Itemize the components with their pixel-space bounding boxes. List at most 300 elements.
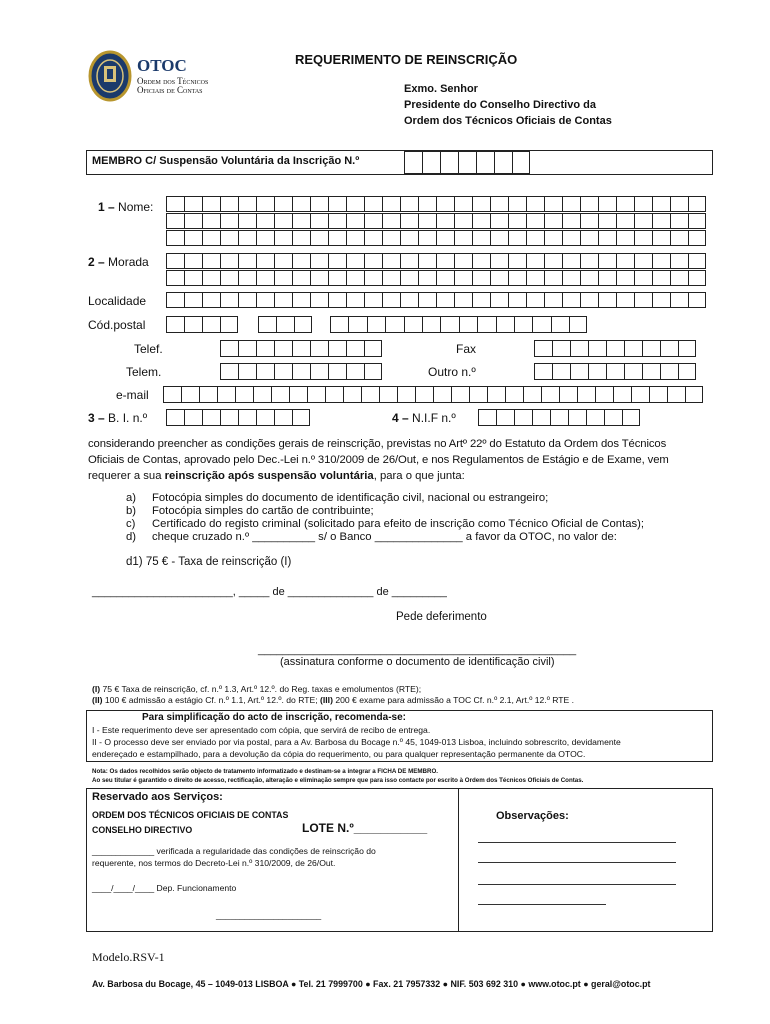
char-box[interactable]: [526, 196, 544, 212]
char-box[interactable]: [328, 363, 346, 380]
char-box[interactable]: [595, 386, 613, 403]
char-box[interactable]: [598, 196, 616, 212]
char-box[interactable]: [454, 292, 472, 308]
char-box[interactable]: [346, 230, 364, 246]
char-box[interactable]: [202, 196, 220, 212]
dep-funcionamento[interactable]: ____/____/____ Dep. Funcionamento: [92, 883, 237, 893]
char-box[interactable]: [166, 253, 184, 269]
char-box[interactable]: [598, 253, 616, 269]
char-box[interactable]: [292, 363, 310, 380]
bi-grid[interactable]: [166, 409, 310, 426]
char-box[interactable]: [328, 253, 346, 269]
char-box[interactable]: [202, 292, 220, 308]
char-box[interactable]: [163, 386, 181, 403]
nif-grid[interactable]: [478, 409, 640, 426]
char-box[interactable]: [670, 253, 688, 269]
char-box[interactable]: [562, 292, 580, 308]
char-box[interactable]: [418, 213, 436, 229]
char-box[interactable]: [346, 363, 364, 380]
char-box[interactable]: [670, 292, 688, 308]
char-box[interactable]: [400, 230, 418, 246]
nome-grid-row3[interactable]: [166, 230, 706, 246]
char-box[interactable]: [346, 292, 364, 308]
char-box[interactable]: [606, 363, 624, 380]
localidade-grid[interactable]: [166, 292, 706, 308]
char-box[interactable]: [418, 270, 436, 286]
char-box[interactable]: [292, 230, 310, 246]
char-box[interactable]: [570, 340, 588, 357]
char-box[interactable]: [220, 230, 238, 246]
char-box[interactable]: [559, 386, 577, 403]
char-box[interactable]: [580, 292, 598, 308]
char-box[interactable]: [382, 196, 400, 212]
char-box[interactable]: [217, 386, 235, 403]
char-box[interactable]: [184, 409, 202, 426]
char-box[interactable]: [346, 196, 364, 212]
char-box[interactable]: [220, 213, 238, 229]
char-box[interactable]: [415, 386, 433, 403]
char-box[interactable]: [514, 409, 532, 426]
char-box[interactable]: [477, 316, 495, 333]
char-box[interactable]: [382, 253, 400, 269]
char-box[interactable]: [238, 253, 256, 269]
char-box[interactable]: [569, 316, 587, 333]
char-box[interactable]: [622, 409, 640, 426]
char-box[interactable]: [508, 253, 526, 269]
char-box[interactable]: [364, 196, 382, 212]
char-box[interactable]: [292, 409, 310, 426]
char-box[interactable]: [220, 292, 238, 308]
char-box[interactable]: [688, 292, 706, 308]
char-box[interactable]: [440, 316, 458, 333]
char-box[interactable]: [562, 213, 580, 229]
char-box[interactable]: [472, 292, 490, 308]
char-box[interactable]: [598, 270, 616, 286]
char-box[interactable]: [534, 363, 552, 380]
char-box[interactable]: [454, 270, 472, 286]
char-box[interactable]: [544, 270, 562, 286]
char-box[interactable]: [532, 316, 550, 333]
char-box[interactable]: [562, 230, 580, 246]
char-box[interactable]: [544, 292, 562, 308]
char-box[interactable]: [181, 386, 199, 403]
char-box[interactable]: [451, 386, 469, 403]
char-box[interactable]: [202, 213, 220, 229]
char-box[interactable]: [562, 270, 580, 286]
char-box[interactable]: [472, 196, 490, 212]
char-box[interactable]: [490, 270, 508, 286]
char-box[interactable]: [436, 292, 454, 308]
char-box[interactable]: [330, 316, 348, 333]
char-box[interactable]: [472, 230, 490, 246]
char-box[interactable]: [436, 230, 454, 246]
char-box[interactable]: [436, 253, 454, 269]
char-box[interactable]: [404, 316, 422, 333]
char-box[interactable]: [616, 270, 634, 286]
email-grid[interactable]: [163, 386, 703, 403]
char-box[interactable]: [478, 409, 496, 426]
char-box[interactable]: [514, 316, 532, 333]
char-box[interactable]: [526, 230, 544, 246]
char-box[interactable]: [544, 213, 562, 229]
char-box[interactable]: [678, 363, 696, 380]
char-box[interactable]: [580, 196, 598, 212]
char-box[interactable]: [310, 253, 328, 269]
char-box[interactable]: [400, 253, 418, 269]
lote-number[interactable]: LOTE N.º___________: [302, 821, 428, 835]
char-box[interactable]: [202, 253, 220, 269]
char-box[interactable]: [364, 230, 382, 246]
char-box[interactable]: [598, 230, 616, 246]
char-box[interactable]: [552, 363, 570, 380]
char-box[interactable]: [364, 270, 382, 286]
morada-grid-row2[interactable]: [166, 270, 706, 286]
char-box[interactable]: [436, 196, 454, 212]
char-box[interactable]: [364, 340, 382, 357]
char-box[interactable]: [667, 386, 685, 403]
char-box[interactable]: [577, 386, 595, 403]
observations-line[interactable]: [478, 862, 676, 863]
char-box[interactable]: [606, 340, 624, 357]
char-box[interactable]: [688, 253, 706, 269]
char-box[interactable]: [238, 363, 256, 380]
char-box[interactable]: [624, 340, 642, 357]
char-box[interactable]: [220, 196, 238, 212]
char-box[interactable]: [526, 213, 544, 229]
char-box[interactable]: [496, 316, 514, 333]
char-box[interactable]: [184, 253, 202, 269]
char-box[interactable]: [604, 409, 622, 426]
char-box[interactable]: [220, 363, 238, 380]
char-box[interactable]: [436, 270, 454, 286]
char-box[interactable]: [184, 270, 202, 286]
char-box[interactable]: [184, 196, 202, 212]
char-box[interactable]: [508, 292, 526, 308]
char-box[interactable]: [616, 253, 634, 269]
fax-grid[interactable]: [534, 340, 696, 357]
char-box[interactable]: [544, 253, 562, 269]
char-box[interactable]: [678, 340, 696, 357]
char-box[interactable]: [166, 213, 184, 229]
char-box[interactable]: [634, 230, 652, 246]
char-box[interactable]: [523, 386, 541, 403]
char-box[interactable]: [472, 253, 490, 269]
char-box[interactable]: [385, 316, 403, 333]
char-box[interactable]: [490, 213, 508, 229]
char-box[interactable]: [274, 363, 292, 380]
char-box[interactable]: [459, 316, 477, 333]
char-box[interactable]: [532, 409, 550, 426]
char-box[interactable]: [382, 230, 400, 246]
char-box[interactable]: [310, 213, 328, 229]
char-box[interactable]: [670, 213, 688, 229]
char-box[interactable]: [274, 213, 292, 229]
signature-line[interactable]: ____________________________________________________: [258, 644, 577, 656]
char-box[interactable]: [660, 363, 678, 380]
char-box[interactable]: [670, 196, 688, 212]
char-box[interactable]: [274, 270, 292, 286]
char-box[interactable]: [598, 292, 616, 308]
char-box[interactable]: [670, 270, 688, 286]
char-box[interactable]: [325, 386, 343, 403]
char-box[interactable]: [634, 196, 652, 212]
char-box[interactable]: [598, 213, 616, 229]
telef-grid[interactable]: [220, 340, 382, 357]
char-box[interactable]: [490, 196, 508, 212]
char-box[interactable]: [634, 253, 652, 269]
char-box[interactable]: [220, 340, 238, 357]
char-box[interactable]: [397, 386, 415, 403]
outro-grid[interactable]: [534, 363, 696, 380]
char-box[interactable]: [562, 253, 580, 269]
char-box[interactable]: [220, 270, 238, 286]
char-box[interactable]: [508, 270, 526, 286]
char-box[interactable]: [670, 230, 688, 246]
char-box[interactable]: [256, 230, 274, 246]
char-box[interactable]: [436, 213, 454, 229]
telem-grid[interactable]: [220, 363, 382, 380]
char-box[interactable]: [256, 409, 274, 426]
char-box[interactable]: [580, 253, 598, 269]
char-box[interactable]: [310, 230, 328, 246]
services-signature[interactable]: ______________________: [216, 910, 322, 920]
char-box[interactable]: [382, 292, 400, 308]
cod-postal-grid-b[interactable]: [258, 316, 312, 333]
char-box[interactable]: [274, 230, 292, 246]
char-box[interactable]: [292, 270, 310, 286]
char-box[interactable]: [487, 386, 505, 403]
char-box[interactable]: [238, 292, 256, 308]
char-box[interactable]: [505, 386, 523, 403]
char-box[interactable]: [310, 340, 328, 357]
char-box[interactable]: [688, 213, 706, 229]
char-box[interactable]: [310, 270, 328, 286]
char-box[interactable]: [364, 213, 382, 229]
char-box[interactable]: [508, 213, 526, 229]
char-box[interactable]: [631, 386, 649, 403]
char-box[interactable]: [274, 340, 292, 357]
char-box[interactable]: [580, 213, 598, 229]
char-box[interactable]: [292, 196, 310, 212]
char-box[interactable]: [166, 270, 184, 286]
char-box[interactable]: [367, 316, 385, 333]
char-box[interactable]: [400, 213, 418, 229]
char-box[interactable]: [256, 340, 274, 357]
char-box[interactable]: [526, 253, 544, 269]
char-box[interactable]: [256, 363, 274, 380]
char-box[interactable]: [588, 363, 606, 380]
char-box[interactable]: [235, 386, 253, 403]
char-box[interactable]: [328, 196, 346, 212]
char-box[interactable]: [580, 270, 598, 286]
char-box[interactable]: [652, 292, 670, 308]
char-box[interactable]: [346, 253, 364, 269]
char-box[interactable]: [382, 213, 400, 229]
char-box[interactable]: [551, 316, 569, 333]
char-box[interactable]: [202, 270, 220, 286]
char-box[interactable]: [652, 213, 670, 229]
char-box[interactable]: [364, 253, 382, 269]
char-box[interactable]: [652, 270, 670, 286]
char-box[interactable]: [544, 230, 562, 246]
char-box[interactable]: [310, 196, 328, 212]
nome-grid-row2[interactable]: [166, 213, 706, 229]
char-box[interactable]: [238, 340, 256, 357]
char-box[interactable]: [454, 230, 472, 246]
cod-postal-grid-a[interactable]: [166, 316, 238, 333]
char-box[interactable]: [274, 292, 292, 308]
char-box[interactable]: [490, 292, 508, 308]
observations-line[interactable]: [478, 842, 676, 843]
char-box[interactable]: [469, 386, 487, 403]
char-box[interactable]: [343, 386, 361, 403]
char-box[interactable]: [364, 292, 382, 308]
char-box[interactable]: [454, 196, 472, 212]
char-box[interactable]: [346, 270, 364, 286]
observations-line[interactable]: [478, 884, 676, 885]
char-box[interactable]: [348, 316, 366, 333]
char-box[interactable]: [400, 196, 418, 212]
char-box[interactable]: [238, 270, 256, 286]
char-box[interactable]: [256, 270, 274, 286]
char-box[interactable]: [400, 292, 418, 308]
char-box[interactable]: [418, 292, 436, 308]
char-box[interactable]: [253, 386, 271, 403]
char-box[interactable]: [544, 196, 562, 212]
char-box[interactable]: [271, 386, 289, 403]
member-number-grid[interactable]: [404, 151, 530, 174]
char-box[interactable]: [454, 213, 472, 229]
char-box[interactable]: [328, 292, 346, 308]
char-box[interactable]: [274, 409, 292, 426]
char-box[interactable]: [346, 340, 364, 357]
char-box[interactable]: [166, 292, 184, 308]
char-box[interactable]: [310, 292, 328, 308]
char-box[interactable]: [274, 196, 292, 212]
char-box[interactable]: [328, 230, 346, 246]
char-box[interactable]: [685, 386, 703, 403]
char-box[interactable]: [688, 270, 706, 286]
char-box[interactable]: [660, 340, 678, 357]
char-box[interactable]: [238, 230, 256, 246]
char-box[interactable]: [166, 230, 184, 246]
char-box[interactable]: [634, 292, 652, 308]
char-box[interactable]: [418, 196, 436, 212]
char-box[interactable]: [688, 230, 706, 246]
char-box[interactable]: [418, 253, 436, 269]
char-box[interactable]: [256, 253, 274, 269]
char-box[interactable]: [289, 386, 307, 403]
char-box[interactable]: [433, 386, 451, 403]
char-box[interactable]: [616, 292, 634, 308]
char-box[interactable]: [649, 386, 667, 403]
char-box[interactable]: [534, 340, 552, 357]
char-box[interactable]: [364, 363, 382, 380]
char-box[interactable]: [184, 213, 202, 229]
char-box[interactable]: [310, 363, 328, 380]
char-box[interactable]: [616, 196, 634, 212]
char-box[interactable]: [292, 213, 310, 229]
char-box[interactable]: [166, 409, 184, 426]
char-box[interactable]: [613, 386, 631, 403]
char-box[interactable]: [586, 409, 604, 426]
char-box[interactable]: [688, 196, 706, 212]
char-box[interactable]: [526, 292, 544, 308]
morada-grid-row1[interactable]: [166, 253, 706, 269]
char-box[interactable]: [616, 230, 634, 246]
char-box[interactable]: [508, 196, 526, 212]
char-box[interactable]: [361, 386, 379, 403]
char-box[interactable]: [550, 409, 568, 426]
char-box[interactable]: [256, 196, 274, 212]
char-box[interactable]: [568, 409, 586, 426]
char-box[interactable]: [541, 386, 559, 403]
char-box[interactable]: [202, 409, 220, 426]
observations-line[interactable]: [478, 904, 606, 905]
char-box[interactable]: [422, 316, 440, 333]
char-box[interactable]: [292, 253, 310, 269]
char-box[interactable]: [256, 213, 274, 229]
char-box[interactable]: [642, 340, 660, 357]
char-box[interactable]: [400, 270, 418, 286]
nome-grid-row1[interactable]: [166, 196, 706, 212]
char-box[interactable]: [274, 253, 292, 269]
char-box[interactable]: [552, 340, 570, 357]
char-box[interactable]: [490, 253, 508, 269]
char-box[interactable]: [220, 409, 238, 426]
char-box[interactable]: [642, 363, 660, 380]
char-box[interactable]: [490, 230, 508, 246]
char-box[interactable]: [328, 213, 346, 229]
char-box[interactable]: [307, 386, 325, 403]
char-box[interactable]: [652, 230, 670, 246]
char-box[interactable]: [328, 340, 346, 357]
char-box[interactable]: [634, 213, 652, 229]
char-box[interactable]: [472, 213, 490, 229]
char-box[interactable]: [418, 230, 436, 246]
char-box[interactable]: [526, 270, 544, 286]
char-box[interactable]: [472, 270, 490, 286]
char-box[interactable]: [634, 270, 652, 286]
char-box[interactable]: [616, 213, 634, 229]
cod-postal-grid-c[interactable]: [330, 316, 587, 333]
char-box[interactable]: [580, 230, 598, 246]
char-box[interactable]: [166, 196, 184, 212]
char-box[interactable]: [184, 292, 202, 308]
char-box[interactable]: [508, 230, 526, 246]
char-box[interactable]: [562, 196, 580, 212]
char-box[interactable]: [199, 386, 217, 403]
char-box[interactable]: [570, 363, 588, 380]
char-box[interactable]: [238, 409, 256, 426]
char-box[interactable]: [652, 253, 670, 269]
char-box[interactable]: [624, 363, 642, 380]
char-box[interactable]: [588, 340, 606, 357]
char-box[interactable]: [379, 386, 397, 403]
char-box[interactable]: [256, 292, 274, 308]
char-box[interactable]: [202, 230, 220, 246]
char-box[interactable]: [292, 292, 310, 308]
char-box[interactable]: [238, 213, 256, 229]
char-box[interactable]: [652, 196, 670, 212]
char-box[interactable]: [454, 253, 472, 269]
char-box[interactable]: [346, 213, 364, 229]
char-box[interactable]: [220, 253, 238, 269]
char-box[interactable]: [328, 270, 346, 286]
char-box[interactable]: [184, 230, 202, 246]
char-box[interactable]: [496, 409, 514, 426]
char-box[interactable]: [238, 196, 256, 212]
